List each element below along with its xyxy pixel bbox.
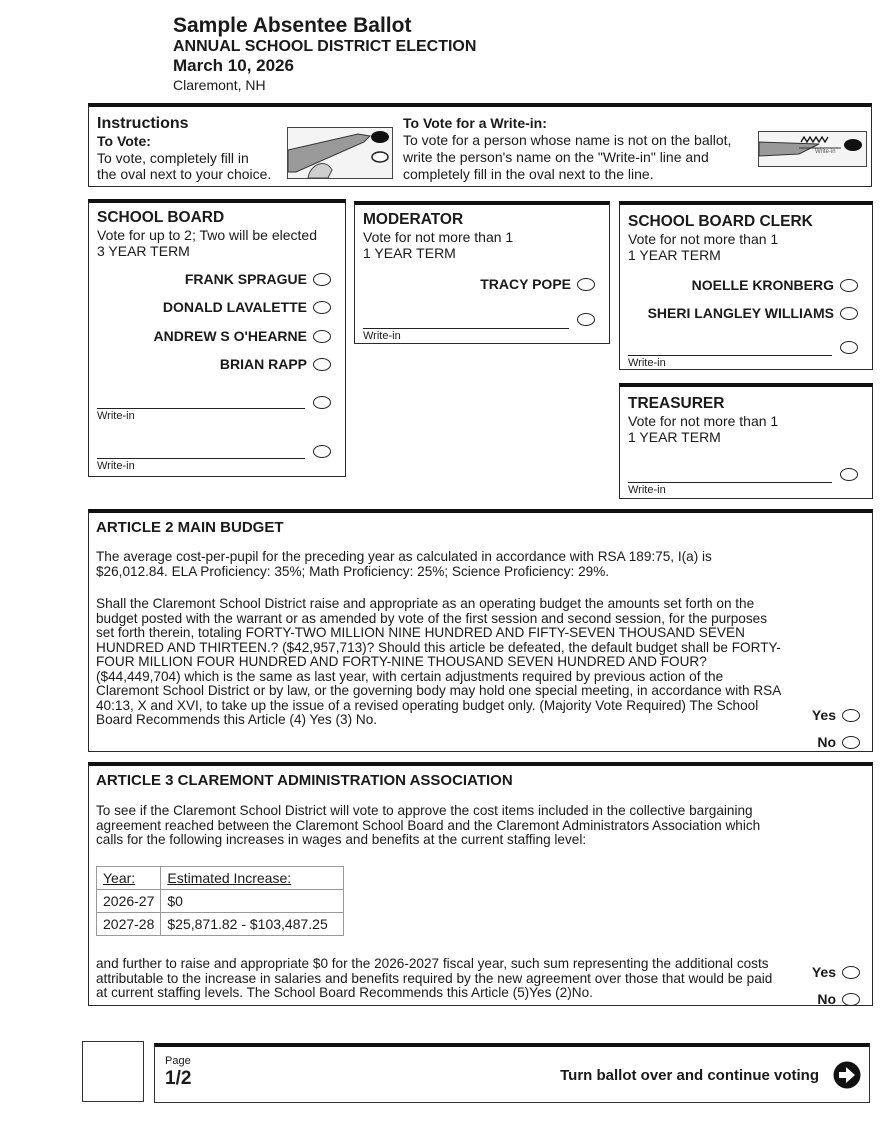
article-body-text: Shall the Claremont School District raise and appropriate as an operating budget the amounts set forth on the budget posted with the warrant or as amended by vote of the first session and second session, for the purposes set forth therein, totaling FORTY-TWO MILLION NINE HUNDRED AND FIFTY-SEVEN THOUSAND SEVEN HUNDRED AND THIRTEEN.? ($42,957,713)? Should this article be defeated, the default budget shall be FORTY-FOUR MILLION FOUR HUNDRED AND FORTY-NINE THOUSAND SEVEN HUNDRED AND FOUR? ($44,449,704) which is the same as last year, with certain adjustments required by previous action of the Claremont School District or by law, or the governing body may hold one special meeting, in accordance with RSA 40:13, X and XVI, to take up the issue of a revised operating budget only. (Majority Vote Required) The School Board Recommends this Article (4) Yes (3) No. [96, 596, 781, 727]
writein-line[interactable] [97, 458, 305, 472]
vote-oval[interactable] [313, 273, 331, 286]
contest-title: SCHOOL BOARD [97, 209, 225, 226]
writein-oval[interactable] [840, 468, 858, 481]
writein-oval[interactable] [313, 445, 331, 458]
table-cell: 2026-27 [97, 890, 161, 913]
writein-label: Write-in [97, 410, 135, 422]
contest-title: TREASURER [628, 395, 725, 412]
instructions-heading: Instructions [97, 115, 189, 132]
contest-title: MODERATOR [363, 211, 464, 228]
candidate-name: DONALD LAVALETTE [162, 299, 307, 315]
vote-instruction: Vote for up to 2; Two will be elected [97, 227, 317, 243]
writein-oval[interactable] [313, 396, 331, 409]
table-cell: $0 [161, 890, 344, 913]
no-oval[interactable] [842, 736, 860, 749]
contest-treasurer [619, 383, 873, 499]
estimated-increase-table [96, 866, 344, 936]
article-2-main-budget [88, 509, 873, 752]
table-cell: 2027-28 [97, 913, 161, 936]
page-footer [154, 1043, 870, 1103]
table-row [97, 913, 344, 936]
no-label: No [817, 991, 836, 1007]
table-cell: $25,871.82 - $103,487.25 [161, 913, 344, 936]
term-length: 1 YEAR TERM [628, 247, 721, 263]
vote-oval[interactable] [313, 301, 331, 314]
candidate-option[interactable] [648, 305, 858, 321]
continue-voting-text: Turn ballot over and continue voting [560, 1067, 819, 1084]
to-vote-text-1: To vote, completely fill in [97, 150, 249, 166]
no-oval[interactable] [842, 993, 860, 1006]
writein-line[interactable] [97, 408, 305, 422]
article-title: ARTICLE 2 MAIN BUDGET [96, 519, 284, 536]
article-3-administration-association [88, 762, 873, 1006]
candidate-name: SHERI LANGLEY WILLIAMS [647, 305, 834, 321]
election-date: March 10, 2026 [173, 56, 294, 75]
table-header-row [97, 867, 344, 890]
to-vote-heading: To Vote: [97, 133, 151, 149]
page-number: 1/2 [165, 1068, 192, 1089]
no-label: No [817, 734, 836, 750]
table-row [97, 890, 344, 913]
arrow-right-circle-icon [833, 1061, 861, 1089]
writein-line[interactable] [628, 355, 832, 369]
yes-option[interactable] [812, 964, 860, 980]
article-cost-text: The average cost-per-pupil for the preceding year as calculated in accordance with RSA 189:75, I(a) is $26,012.84. ELA Proficiency: 35%; Math Proficiency: 25%; Science Proficiency: 29%. [96, 549, 712, 579]
table-header: Estimated Increase: [161, 867, 344, 890]
yes-label: Yes [811, 964, 836, 980]
writein-label: Write-in [628, 357, 666, 369]
ballot-title: Sample Absentee Ballot [173, 14, 412, 37]
writein-label: Write-in [363, 330, 401, 342]
candidate-option[interactable] [154, 328, 331, 344]
contest-title: SCHOOL BOARD CLERK [628, 213, 813, 230]
writein-instr-heading: To Vote for a Write-in: [403, 115, 547, 131]
vote-instruction: Vote for not more than 1 [628, 231, 779, 247]
candidate-option[interactable] [480, 276, 595, 292]
yes-option[interactable] [812, 707, 860, 723]
candidate-name: ANDREW S O'HEARNE [153, 328, 307, 344]
writein-oval[interactable] [577, 313, 595, 326]
writein-instr-text-1: To vote for a person whose name is not on the ballot, [403, 132, 732, 148]
election-location: Claremont, NH [173, 77, 266, 93]
writein-example-label: Write-in [815, 149, 836, 155]
contest-school-board-clerk [619, 201, 873, 370]
writein-line[interactable] [628, 482, 832, 496]
writein-label: Write-in [97, 460, 135, 472]
contest-moderator [354, 201, 610, 344]
article-title: ARTICLE 3 CLAREMONT ADMINISTRATION ASSOCIATION [96, 772, 513, 789]
writein-line[interactable] [363, 328, 569, 342]
yes-oval[interactable] [842, 966, 860, 979]
page-label: Page [165, 1055, 191, 1067]
yes-oval[interactable] [842, 709, 860, 722]
candidate-option[interactable] [220, 356, 331, 372]
candidate-name: BRIAN RAPP [219, 356, 307, 372]
vote-oval[interactable] [840, 307, 858, 320]
candidate-name: TRACY POPE [480, 276, 571, 292]
election-name: ANNUAL SCHOOL DISTRICT ELECTION [173, 38, 477, 55]
article-body-text: and further to raise and appropriate $0 for the 2026-2027 fiscal year, such sum representing the additional costs attributable to the increase in salaries and benefits required by the new agreement over those that would be paid at current staffing levels. The School Board Recommends this Article (5)Yes (2)No. [96, 956, 773, 1000]
term-length: 3 YEAR TERM [97, 243, 190, 259]
article-intro-text: To see if the Claremont School District will vote to approve the cost items included in the collective bargaining agreement reached between the Claremont School Board and the Claremont Administrators Association which calls for the following increases in wages and benefits at the current staffing level: [96, 803, 761, 847]
candidate-name: NOELLE KRONBERG [691, 277, 834, 293]
table-header: Year: [97, 867, 161, 890]
writein-instr-text-3: completely fill in the oval next to the line. [403, 166, 654, 182]
vote-oval[interactable] [313, 330, 331, 343]
to-vote-text-2: the oval next to your choice. [97, 166, 272, 182]
candidate-name: FRANK SPRAGUE [184, 271, 307, 287]
writein-oval[interactable] [840, 341, 858, 354]
fill-oval-illustration-icon [287, 127, 393, 179]
term-length: 1 YEAR TERM [363, 245, 456, 261]
term-length: 1 YEAR TERM [628, 429, 721, 445]
vote-instruction: Vote for not more than 1 [628, 413, 779, 429]
vote-oval[interactable] [840, 279, 858, 292]
timing-mark-box [82, 1041, 144, 1102]
writein-illustration-icon [758, 131, 867, 167]
candidate-option[interactable] [185, 271, 331, 287]
vote-oval[interactable] [313, 358, 331, 371]
no-option[interactable] [817, 734, 860, 750]
writein-instr-text-2: write the person's name on the "Write-in" line and [403, 149, 709, 165]
writein-label: Write-in [628, 484, 666, 496]
yes-label: Yes [811, 707, 836, 723]
candidate-option[interactable] [692, 277, 858, 293]
no-option[interactable] [817, 991, 860, 1007]
contest-school-board [88, 199, 346, 477]
vote-instruction: Vote for not more than 1 [363, 229, 514, 245]
instructions-box [88, 103, 872, 187]
vote-oval[interactable] [577, 278, 595, 291]
candidate-option[interactable] [163, 299, 331, 315]
